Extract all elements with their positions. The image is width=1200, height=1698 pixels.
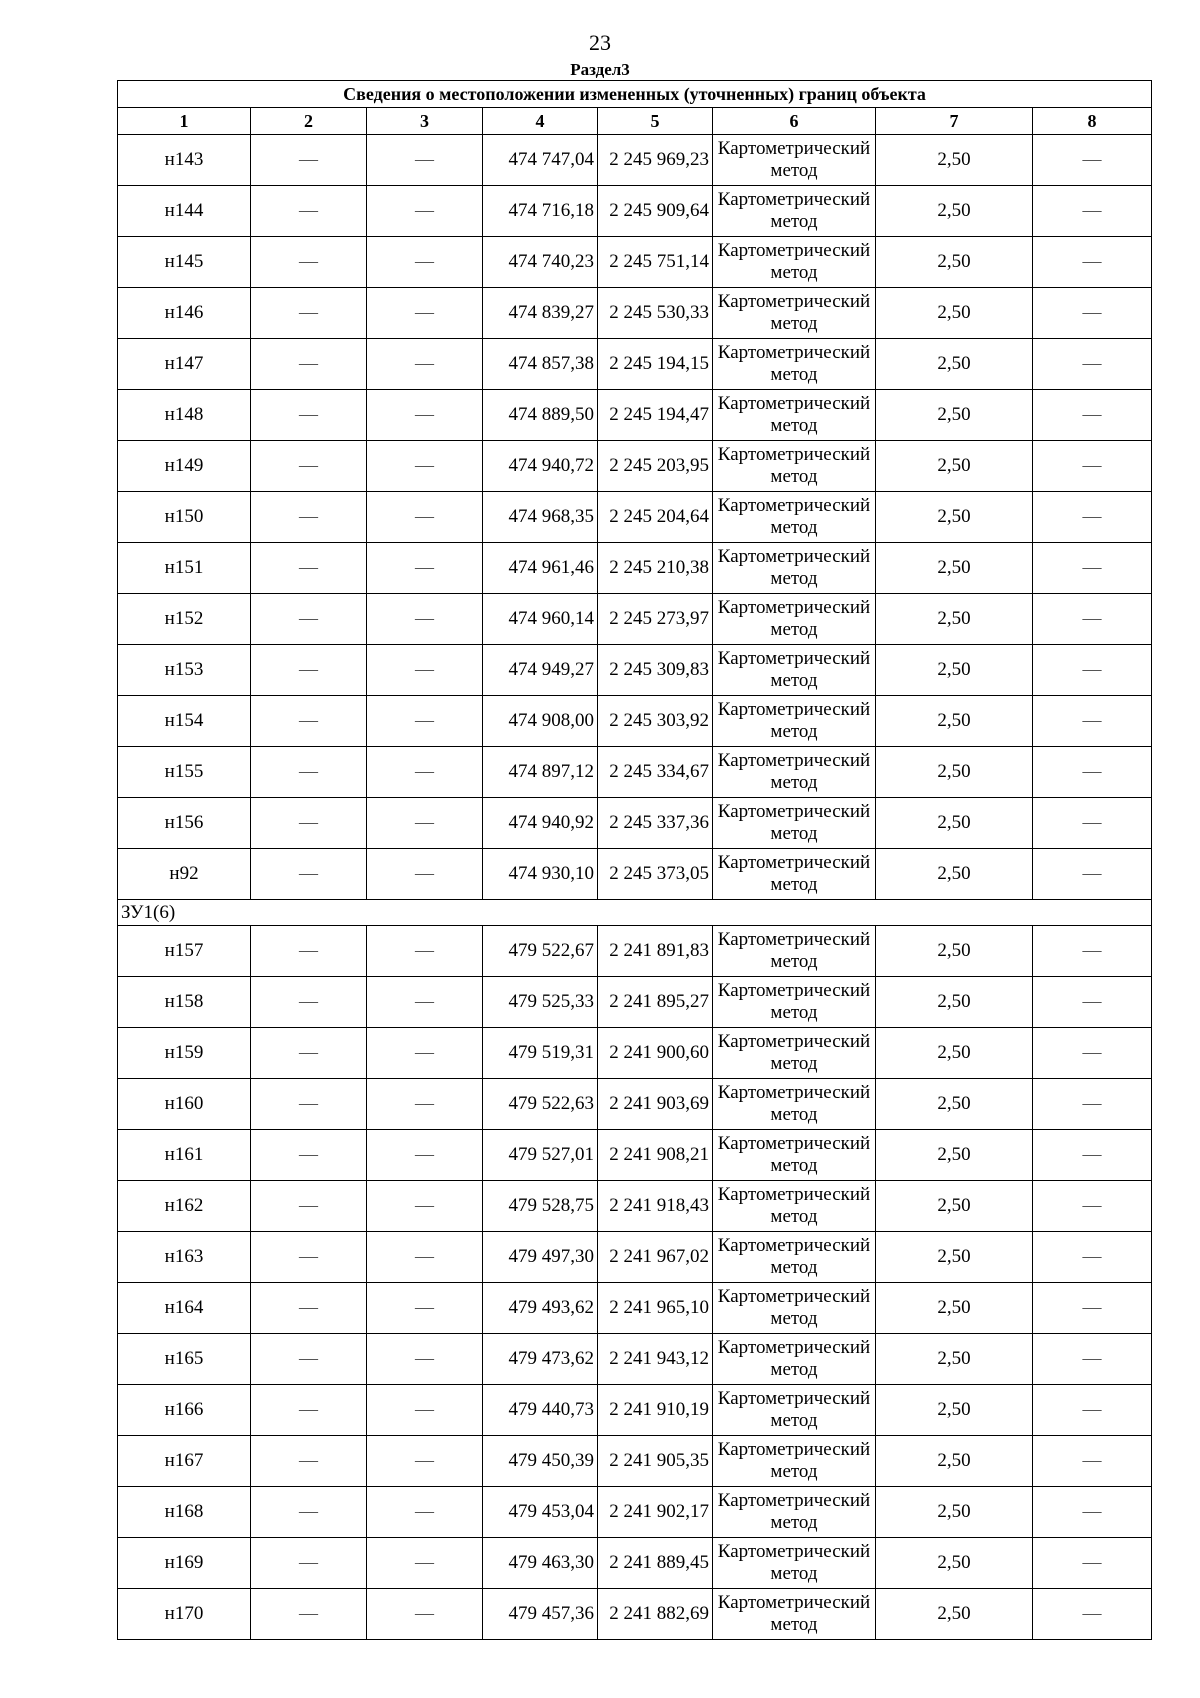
empty-dash: — bbox=[1033, 1385, 1152, 1436]
empty-dash: — bbox=[251, 441, 367, 492]
table-row bbox=[118, 977, 1152, 1028]
empty-dash: — bbox=[1033, 1181, 1152, 1232]
empty-dash: — bbox=[1033, 1130, 1152, 1181]
method: Картометрический метод bbox=[713, 645, 876, 696]
empty-dash: — bbox=[1033, 135, 1152, 186]
empty-dash: — bbox=[1033, 1232, 1152, 1283]
x-coordinate: 474 961,46 bbox=[483, 543, 598, 594]
y-coordinate: 2 245 373,05 bbox=[598, 849, 713, 900]
x-coordinate: 474 960,14 bbox=[483, 594, 598, 645]
accuracy: 2,50 bbox=[876, 1589, 1033, 1640]
empty-dash: — bbox=[251, 1334, 367, 1385]
x-coordinate: 479 528,75 bbox=[483, 1181, 598, 1232]
y-coordinate: 2 245 204,64 bbox=[598, 492, 713, 543]
empty-dash: — bbox=[251, 977, 367, 1028]
point-id: н166 bbox=[118, 1385, 251, 1436]
empty-dash: — bbox=[367, 237, 483, 288]
empty-dash: — bbox=[1033, 1487, 1152, 1538]
empty-dash: — bbox=[1033, 849, 1152, 900]
y-coordinate: 2 241 902,17 bbox=[598, 1487, 713, 1538]
y-coordinate: 2 241 895,27 bbox=[598, 977, 713, 1028]
empty-dash: — bbox=[251, 1181, 367, 1232]
empty-dash: — bbox=[1033, 390, 1152, 441]
empty-dash: — bbox=[251, 1487, 367, 1538]
empty-dash: — bbox=[367, 1130, 483, 1181]
empty-dash: — bbox=[251, 492, 367, 543]
empty-dash: — bbox=[367, 135, 483, 186]
method: Картометрический метод bbox=[713, 543, 876, 594]
point-id: н167 bbox=[118, 1436, 251, 1487]
empty-dash: — bbox=[367, 1436, 483, 1487]
method: Картометрический метод bbox=[713, 977, 876, 1028]
method: Картометрический метод bbox=[713, 288, 876, 339]
empty-dash: — bbox=[251, 798, 367, 849]
point-id: н169 bbox=[118, 1538, 251, 1589]
table-row bbox=[118, 339, 1152, 390]
x-coordinate: 479 497,30 bbox=[483, 1232, 598, 1283]
empty-dash: — bbox=[251, 1436, 367, 1487]
accuracy: 2,50 bbox=[876, 977, 1033, 1028]
empty-dash: — bbox=[1033, 186, 1152, 237]
y-coordinate: 2 245 334,67 bbox=[598, 747, 713, 798]
accuracy: 2,50 bbox=[876, 237, 1033, 288]
point-id: н162 bbox=[118, 1181, 251, 1232]
accuracy: 2,50 bbox=[876, 849, 1033, 900]
table-row bbox=[118, 594, 1152, 645]
accuracy: 2,50 bbox=[876, 1487, 1033, 1538]
point-id: н160 bbox=[118, 1079, 251, 1130]
x-coordinate: 479 463,30 bbox=[483, 1538, 598, 1589]
x-coordinate: 479 525,33 bbox=[483, 977, 598, 1028]
empty-dash: — bbox=[251, 135, 367, 186]
empty-dash: — bbox=[251, 339, 367, 390]
accuracy: 2,50 bbox=[876, 339, 1033, 390]
group-label-row bbox=[118, 900, 1152, 926]
table-row bbox=[118, 696, 1152, 747]
table-row bbox=[118, 926, 1152, 977]
method: Картометрический метод bbox=[713, 696, 876, 747]
table-row bbox=[118, 543, 1152, 594]
point-id: н147 bbox=[118, 339, 251, 390]
table-row bbox=[118, 1079, 1152, 1130]
y-coordinate: 2 245 210,38 bbox=[598, 543, 713, 594]
point-id: н164 bbox=[118, 1283, 251, 1334]
empty-dash: — bbox=[1033, 1028, 1152, 1079]
point-id: н149 bbox=[118, 441, 251, 492]
table-row bbox=[118, 1334, 1152, 1385]
method: Картометрический метод bbox=[713, 1181, 876, 1232]
y-coordinate: 2 245 969,23 bbox=[598, 135, 713, 186]
x-coordinate: 479 450,39 bbox=[483, 1436, 598, 1487]
method: Картометрический метод bbox=[713, 1232, 876, 1283]
table-row bbox=[118, 1589, 1152, 1640]
accuracy: 2,50 bbox=[876, 1283, 1033, 1334]
x-coordinate: 479 522,63 bbox=[483, 1079, 598, 1130]
method: Картометрический метод bbox=[713, 492, 876, 543]
empty-dash: — bbox=[367, 390, 483, 441]
y-coordinate: 2 241 967,02 bbox=[598, 1232, 713, 1283]
accuracy: 2,50 bbox=[876, 135, 1033, 186]
empty-dash: — bbox=[251, 1130, 367, 1181]
accuracy: 2,50 bbox=[876, 288, 1033, 339]
table-row bbox=[118, 1436, 1152, 1487]
point-id: н144 bbox=[118, 186, 251, 237]
empty-dash: — bbox=[251, 186, 367, 237]
empty-dash: — bbox=[1033, 1436, 1152, 1487]
point-id: н146 bbox=[118, 288, 251, 339]
method: Картометрический метод bbox=[713, 849, 876, 900]
empty-dash: — bbox=[367, 1487, 483, 1538]
method: Картометрический метод bbox=[713, 798, 876, 849]
point-id: н155 bbox=[118, 747, 251, 798]
x-coordinate: 474 940,72 bbox=[483, 441, 598, 492]
y-coordinate: 2 241 905,35 bbox=[598, 1436, 713, 1487]
y-coordinate: 2 245 909,64 bbox=[598, 186, 713, 237]
empty-dash: — bbox=[1033, 1589, 1152, 1640]
table-row bbox=[118, 747, 1152, 798]
y-coordinate: 2 241 903,69 bbox=[598, 1079, 713, 1130]
x-coordinate: 479 522,67 bbox=[483, 926, 598, 977]
point-id: н152 bbox=[118, 594, 251, 645]
accuracy: 2,50 bbox=[876, 696, 1033, 747]
accuracy: 2,50 bbox=[876, 926, 1033, 977]
x-coordinate: 474 949,27 bbox=[483, 645, 598, 696]
x-coordinate: 474 857,38 bbox=[483, 339, 598, 390]
y-coordinate: 2 245 194,15 bbox=[598, 339, 713, 390]
column-number: 5 bbox=[598, 108, 713, 135]
accuracy: 2,50 bbox=[876, 492, 1033, 543]
method: Картометрический метод bbox=[713, 135, 876, 186]
empty-dash: — bbox=[367, 1181, 483, 1232]
empty-dash: — bbox=[251, 1028, 367, 1079]
column-number: 4 bbox=[483, 108, 598, 135]
x-coordinate: 474 740,23 bbox=[483, 237, 598, 288]
empty-dash: — bbox=[1033, 492, 1152, 543]
point-id: н168 bbox=[118, 1487, 251, 1538]
empty-dash: — bbox=[367, 1334, 483, 1385]
empty-dash: — bbox=[1033, 288, 1152, 339]
y-coordinate: 2 245 203,95 bbox=[598, 441, 713, 492]
empty-dash: — bbox=[251, 288, 367, 339]
y-coordinate: 2 245 273,97 bbox=[598, 594, 713, 645]
point-id: н150 bbox=[118, 492, 251, 543]
empty-dash: — bbox=[367, 926, 483, 977]
y-coordinate: 2 245 194,47 bbox=[598, 390, 713, 441]
column-number: 2 bbox=[251, 108, 367, 135]
table-row bbox=[118, 186, 1152, 237]
y-coordinate: 2 245 337,36 bbox=[598, 798, 713, 849]
column-number: 1 bbox=[118, 108, 251, 135]
x-coordinate: 474 897,12 bbox=[483, 747, 598, 798]
accuracy: 2,50 bbox=[876, 1334, 1033, 1385]
accuracy: 2,50 bbox=[876, 441, 1033, 492]
empty-dash: — bbox=[367, 1538, 483, 1589]
table-row bbox=[118, 1181, 1152, 1232]
table-row bbox=[118, 1130, 1152, 1181]
method: Картометрический метод bbox=[713, 339, 876, 390]
table-row bbox=[118, 288, 1152, 339]
column-number: 7 bbox=[876, 108, 1033, 135]
y-coordinate: 2 245 309,83 bbox=[598, 645, 713, 696]
point-id: н151 bbox=[118, 543, 251, 594]
accuracy: 2,50 bbox=[876, 1385, 1033, 1436]
x-coordinate: 479 473,62 bbox=[483, 1334, 598, 1385]
empty-dash: — bbox=[251, 1283, 367, 1334]
point-id: н159 bbox=[118, 1028, 251, 1079]
method: Картометрический метод bbox=[713, 1487, 876, 1538]
accuracy: 2,50 bbox=[876, 1028, 1033, 1079]
method: Картометрический метод bbox=[713, 926, 876, 977]
empty-dash: — bbox=[251, 390, 367, 441]
empty-dash: — bbox=[1033, 977, 1152, 1028]
x-coordinate: 479 519,31 bbox=[483, 1028, 598, 1079]
method: Картометрический метод bbox=[713, 594, 876, 645]
empty-dash: — bbox=[1033, 798, 1152, 849]
y-coordinate: 2 245 530,33 bbox=[598, 288, 713, 339]
empty-dash: — bbox=[251, 1079, 367, 1130]
empty-dash: — bbox=[251, 645, 367, 696]
point-id: н163 bbox=[118, 1232, 251, 1283]
method: Картометрический метод bbox=[713, 390, 876, 441]
table-caption: Сведения о местоположении измененных (уточненных) границ объекта bbox=[118, 81, 1152, 108]
table-row bbox=[118, 1028, 1152, 1079]
point-id: н145 bbox=[118, 237, 251, 288]
empty-dash: — bbox=[251, 1538, 367, 1589]
x-coordinate: 479 527,01 bbox=[483, 1130, 598, 1181]
empty-dash: — bbox=[1033, 1334, 1152, 1385]
method: Картометрический метод bbox=[713, 237, 876, 288]
x-coordinate: 474 747,04 bbox=[483, 135, 598, 186]
accuracy: 2,50 bbox=[876, 1436, 1033, 1487]
table-row bbox=[118, 1538, 1152, 1589]
y-coordinate: 2 241 910,19 bbox=[598, 1385, 713, 1436]
accuracy: 2,50 bbox=[876, 1079, 1033, 1130]
x-coordinate: 479 440,73 bbox=[483, 1385, 598, 1436]
x-coordinate: 474 940,92 bbox=[483, 798, 598, 849]
method: Картометрический метод bbox=[713, 1334, 876, 1385]
x-coordinate: 474 889,50 bbox=[483, 390, 598, 441]
method: Картометрический метод bbox=[713, 1385, 876, 1436]
column-number: 3 bbox=[367, 108, 483, 135]
empty-dash: — bbox=[367, 798, 483, 849]
empty-dash: — bbox=[367, 1232, 483, 1283]
empty-dash: — bbox=[367, 543, 483, 594]
point-id: н161 bbox=[118, 1130, 251, 1181]
empty-dash: — bbox=[251, 849, 367, 900]
empty-dash: — bbox=[251, 926, 367, 977]
empty-dash: — bbox=[367, 288, 483, 339]
table-row bbox=[118, 798, 1152, 849]
y-coordinate: 2 241 965,10 bbox=[598, 1283, 713, 1334]
empty-dash: — bbox=[367, 747, 483, 798]
point-id: н157 bbox=[118, 926, 251, 977]
point-id: н156 bbox=[118, 798, 251, 849]
table-row bbox=[118, 492, 1152, 543]
accuracy: 2,50 bbox=[876, 594, 1033, 645]
method: Картометрический метод bbox=[713, 1436, 876, 1487]
table-row bbox=[118, 1283, 1152, 1334]
accuracy: 2,50 bbox=[876, 1538, 1033, 1589]
empty-dash: — bbox=[1033, 543, 1152, 594]
accuracy: 2,50 bbox=[876, 1232, 1033, 1283]
empty-dash: — bbox=[1033, 237, 1152, 288]
empty-dash: — bbox=[1033, 1283, 1152, 1334]
empty-dash: — bbox=[1033, 645, 1152, 696]
empty-dash: — bbox=[251, 594, 367, 645]
table-row bbox=[118, 237, 1152, 288]
y-coordinate: 2 241 889,45 bbox=[598, 1538, 713, 1589]
accuracy: 2,50 bbox=[876, 186, 1033, 237]
empty-dash: — bbox=[1033, 339, 1152, 390]
method: Картометрический метод bbox=[713, 1589, 876, 1640]
empty-dash: — bbox=[367, 1028, 483, 1079]
empty-dash: — bbox=[367, 1283, 483, 1334]
accuracy: 2,50 bbox=[876, 798, 1033, 849]
empty-dash: — bbox=[367, 441, 483, 492]
page-number: 23 bbox=[589, 30, 611, 55]
point-id: н92 bbox=[118, 849, 251, 900]
column-number: 8 bbox=[1033, 108, 1152, 135]
method: Картометрический метод bbox=[713, 441, 876, 492]
method: Картометрический метод bbox=[713, 1028, 876, 1079]
point-id: н148 bbox=[118, 390, 251, 441]
method: Картометрический метод bbox=[713, 1538, 876, 1589]
x-coordinate: 474 716,18 bbox=[483, 186, 598, 237]
empty-dash: — bbox=[367, 849, 483, 900]
empty-dash: — bbox=[367, 594, 483, 645]
method: Картометрический метод bbox=[713, 1283, 876, 1334]
table-row bbox=[118, 645, 1152, 696]
accuracy: 2,50 bbox=[876, 747, 1033, 798]
y-coordinate: 2 241 908,21 bbox=[598, 1130, 713, 1181]
table-row bbox=[118, 135, 1152, 186]
x-coordinate: 474 839,27 bbox=[483, 288, 598, 339]
x-coordinate: 474 930,10 bbox=[483, 849, 598, 900]
accuracy: 2,50 bbox=[876, 543, 1033, 594]
x-coordinate: 479 453,04 bbox=[483, 1487, 598, 1538]
point-id: н165 bbox=[118, 1334, 251, 1385]
column-number: 6 bbox=[713, 108, 876, 135]
table-row bbox=[118, 390, 1152, 441]
x-coordinate: 479 457,36 bbox=[483, 1589, 598, 1640]
method: Картометрический метод bbox=[713, 1130, 876, 1181]
y-coordinate: 2 245 751,14 bbox=[598, 237, 713, 288]
point-id: н170 bbox=[118, 1589, 251, 1640]
empty-dash: — bbox=[251, 1232, 367, 1283]
empty-dash: — bbox=[251, 1589, 367, 1640]
table-row bbox=[118, 441, 1152, 492]
method: Картометрический метод bbox=[713, 186, 876, 237]
empty-dash: — bbox=[251, 696, 367, 747]
table-body bbox=[118, 135, 1152, 1640]
accuracy: 2,50 bbox=[876, 645, 1033, 696]
empty-dash: — bbox=[1033, 594, 1152, 645]
empty-dash: — bbox=[251, 1385, 367, 1436]
table-row bbox=[118, 1232, 1152, 1283]
column-number-row bbox=[118, 108, 1152, 135]
y-coordinate: 2 245 303,92 bbox=[598, 696, 713, 747]
group-label: ЗУ1(6) bbox=[118, 900, 1152, 926]
table-row bbox=[118, 1385, 1152, 1436]
empty-dash: — bbox=[367, 186, 483, 237]
x-coordinate: 474 968,35 bbox=[483, 492, 598, 543]
empty-dash: — bbox=[367, 1079, 483, 1130]
accuracy: 2,50 bbox=[876, 1181, 1033, 1232]
point-id: н143 bbox=[118, 135, 251, 186]
empty-dash: — bbox=[367, 339, 483, 390]
table-row bbox=[118, 849, 1152, 900]
y-coordinate: 2 241 891,83 bbox=[598, 926, 713, 977]
point-id: н153 bbox=[118, 645, 251, 696]
section-title: Раздел3 bbox=[570, 60, 630, 79]
point-id: н154 bbox=[118, 696, 251, 747]
empty-dash: — bbox=[367, 1589, 483, 1640]
empty-dash: — bbox=[251, 747, 367, 798]
table-row bbox=[118, 1487, 1152, 1538]
empty-dash: — bbox=[1033, 1538, 1152, 1589]
empty-dash: — bbox=[1033, 696, 1152, 747]
method: Картометрический метод bbox=[713, 747, 876, 798]
x-coordinate: 479 493,62 bbox=[483, 1283, 598, 1334]
empty-dash: — bbox=[367, 645, 483, 696]
point-id: н158 bbox=[118, 977, 251, 1028]
y-coordinate: 2 241 900,60 bbox=[598, 1028, 713, 1079]
empty-dash: — bbox=[367, 492, 483, 543]
empty-dash: — bbox=[1033, 441, 1152, 492]
empty-dash: — bbox=[367, 1385, 483, 1436]
y-coordinate: 2 241 943,12 bbox=[598, 1334, 713, 1385]
empty-dash: — bbox=[1033, 1079, 1152, 1130]
accuracy: 2,50 bbox=[876, 390, 1033, 441]
empty-dash: — bbox=[367, 977, 483, 1028]
x-coordinate: 474 908,00 bbox=[483, 696, 598, 747]
y-coordinate: 2 241 918,43 bbox=[598, 1181, 713, 1232]
y-coordinate: 2 241 882,69 bbox=[598, 1589, 713, 1640]
empty-dash: — bbox=[367, 696, 483, 747]
empty-dash: — bbox=[251, 237, 367, 288]
accuracy: 2,50 bbox=[876, 1130, 1033, 1181]
empty-dash: — bbox=[1033, 926, 1152, 977]
boundary-coordinates-table bbox=[117, 80, 1152, 1640]
empty-dash: — bbox=[1033, 747, 1152, 798]
empty-dash: — bbox=[251, 543, 367, 594]
method: Картометрический метод bbox=[713, 1079, 876, 1130]
